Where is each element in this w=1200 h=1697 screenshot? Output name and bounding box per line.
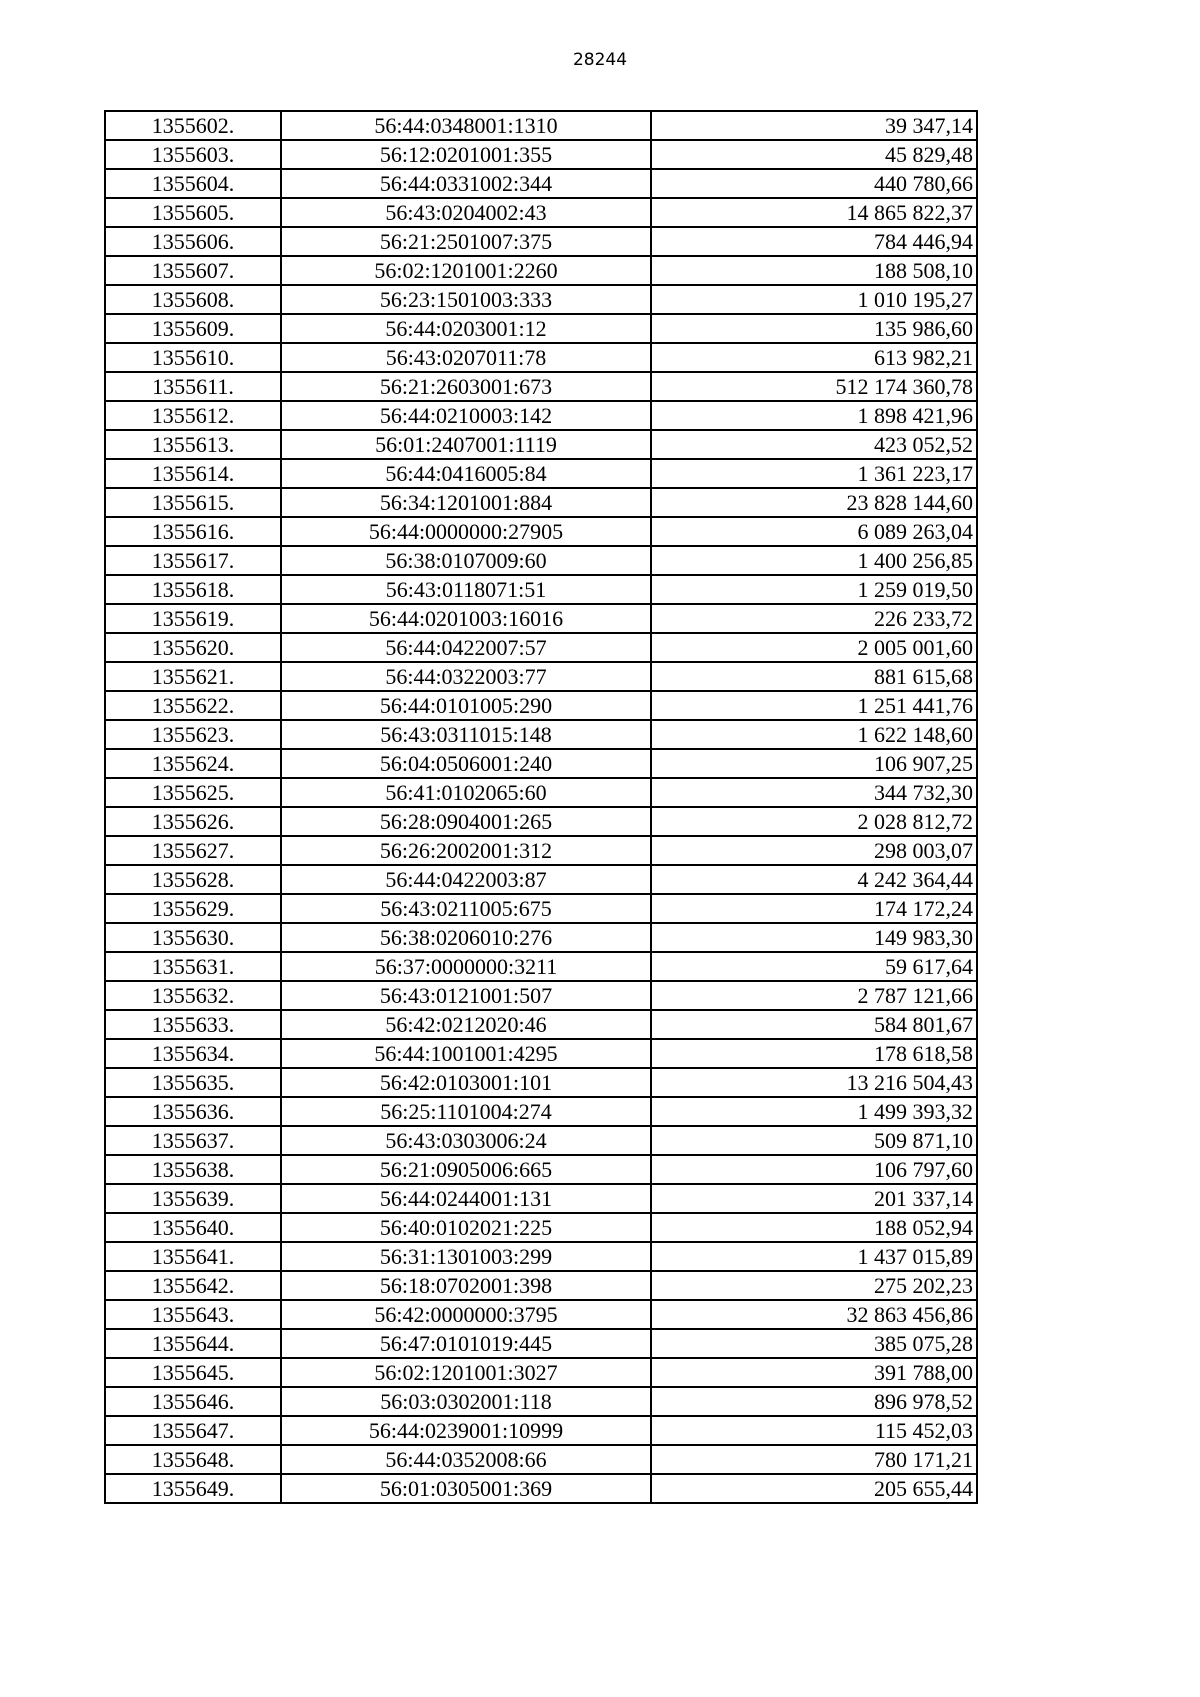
cadastral-number-cell: 56:21:2501007:375: [281, 227, 651, 256]
amount-cell: 784 446,94: [651, 227, 977, 256]
cadastral-number-cell: 56:44:0210003:142: [281, 401, 651, 430]
row-number-cell: 1355648.: [105, 1445, 281, 1474]
row-number-cell: 1355626.: [105, 807, 281, 836]
table-row: [105, 749, 977, 778]
amount-cell: 423 052,52: [651, 430, 977, 459]
row-number-cell: 1355614.: [105, 459, 281, 488]
table-row: [105, 517, 977, 546]
cadastral-number-cell: 56:01:0305001:369: [281, 1474, 651, 1503]
cadastral-number-cell: 56:02:1201001:3027: [281, 1358, 651, 1387]
amount-cell: 6 089 263,04: [651, 517, 977, 546]
table-row: [105, 807, 977, 836]
row-number-cell: 1355638.: [105, 1155, 281, 1184]
table-row: [105, 1445, 977, 1474]
amount-cell: 14 865 822,37: [651, 198, 977, 227]
amount-cell: 106 797,60: [651, 1155, 977, 1184]
table-row: [105, 1184, 977, 1213]
amount-cell: 298 003,07: [651, 836, 977, 865]
table-row: [105, 343, 977, 372]
cadastral-number-cell: 56:23:1501003:333: [281, 285, 651, 314]
row-number-cell: 1355646.: [105, 1387, 281, 1416]
amount-cell: 440 780,66: [651, 169, 977, 198]
cadastral-number-cell: 56:44:0322003:77: [281, 662, 651, 691]
row-number-cell: 1355633.: [105, 1010, 281, 1039]
registry-table: [104, 110, 978, 1504]
cadastral-number-cell: 56:44:0348001:1310: [281, 111, 651, 140]
table-row: [105, 720, 977, 749]
table-row: [105, 865, 977, 894]
row-number-cell: 1355616.: [105, 517, 281, 546]
table-row: [105, 1097, 977, 1126]
cadastral-number-cell: 56:41:0102065:60: [281, 778, 651, 807]
cadastral-number-cell: 56:25:1101004:274: [281, 1097, 651, 1126]
amount-cell: 178 618,58: [651, 1039, 977, 1068]
cadastral-number-cell: 56:03:0302001:118: [281, 1387, 651, 1416]
cadastral-number-cell: 56:42:0212020:46: [281, 1010, 651, 1039]
amount-cell: 1 010 195,27: [651, 285, 977, 314]
table-row: [105, 1010, 977, 1039]
table-row: [105, 1068, 977, 1097]
cadastral-number-cell: 56:31:1301003:299: [281, 1242, 651, 1271]
amount-cell: 4 242 364,44: [651, 865, 977, 894]
amount-cell: 59 617,64: [651, 952, 977, 981]
row-number-cell: 1355632.: [105, 981, 281, 1010]
table-row: [105, 691, 977, 720]
table-row: [105, 256, 977, 285]
row-number-cell: 1355639.: [105, 1184, 281, 1213]
table-row: [105, 1329, 977, 1358]
cadastral-number-cell: 56:04:0506001:240: [281, 749, 651, 778]
row-number-cell: 1355628.: [105, 865, 281, 894]
table-row: [105, 981, 977, 1010]
amount-cell: 205 655,44: [651, 1474, 977, 1503]
table-row: [105, 633, 977, 662]
amount-cell: 1 898 421,96: [651, 401, 977, 430]
page-number: 28244: [572, 50, 628, 70]
amount-cell: 2 028 812,72: [651, 807, 977, 836]
cadastral-number-cell: 56:44:0244001:131: [281, 1184, 651, 1213]
row-number-cell: 1355635.: [105, 1068, 281, 1097]
cadastral-number-cell: 56:43:0204002:43: [281, 198, 651, 227]
cadastral-number-cell: 56:42:0000000:3795: [281, 1300, 651, 1329]
table-row: [105, 604, 977, 633]
amount-cell: 584 801,67: [651, 1010, 977, 1039]
cadastral-number-cell: 56:21:2603001:673: [281, 372, 651, 401]
table-row: [105, 1155, 977, 1184]
table-row: [105, 140, 977, 169]
cadastral-number-cell: 56:43:0303006:24: [281, 1126, 651, 1155]
amount-cell: 896 978,52: [651, 1387, 977, 1416]
cadastral-number-cell: 56:47:0101019:445: [281, 1329, 651, 1358]
row-number-cell: 1355605.: [105, 198, 281, 227]
amount-cell: 275 202,23: [651, 1271, 977, 1300]
cadastral-number-cell: 56:12:0201001:355: [281, 140, 651, 169]
amount-cell: 188 052,94: [651, 1213, 977, 1242]
row-number-cell: 1355615.: [105, 488, 281, 517]
amount-cell: 149 983,30: [651, 923, 977, 952]
row-number-cell: 1355621.: [105, 662, 281, 691]
row-number-cell: 1355642.: [105, 1271, 281, 1300]
amount-cell: 1 499 393,32: [651, 1097, 977, 1126]
cadastral-number-cell: 56:44:0331002:344: [281, 169, 651, 198]
amount-cell: 1 251 441,76: [651, 691, 977, 720]
row-number-cell: 1355618.: [105, 575, 281, 604]
cadastral-number-cell: 56:44:0422003:87: [281, 865, 651, 894]
amount-cell: 188 508,10: [651, 256, 977, 285]
table-row: [105, 1300, 977, 1329]
row-number-cell: 1355630.: [105, 923, 281, 952]
table-row: [105, 227, 977, 256]
cadastral-number-cell: 56:44:0239001:10999: [281, 1416, 651, 1445]
table-row: [105, 662, 977, 691]
row-number-cell: 1355629.: [105, 894, 281, 923]
row-number-cell: 1355617.: [105, 546, 281, 575]
row-number-cell: 1355640.: [105, 1213, 281, 1242]
row-number-cell: 1355622.: [105, 691, 281, 720]
amount-cell: 13 216 504,43: [651, 1068, 977, 1097]
row-number-cell: 1355619.: [105, 604, 281, 633]
row-number-cell: 1355625.: [105, 778, 281, 807]
row-number-cell: 1355620.: [105, 633, 281, 662]
amount-cell: 23 828 144,60: [651, 488, 977, 517]
table-row: [105, 314, 977, 343]
cadastral-number-cell: 56:44:0352008:66: [281, 1445, 651, 1474]
amount-cell: 174 172,24: [651, 894, 977, 923]
cadastral-number-cell: 56:38:0107009:60: [281, 546, 651, 575]
row-number-cell: 1355623.: [105, 720, 281, 749]
table-row: [105, 1416, 977, 1445]
row-number-cell: 1355649.: [105, 1474, 281, 1503]
row-number-cell: 1355631.: [105, 952, 281, 981]
registry-table-body: [105, 111, 977, 1503]
amount-cell: 1 400 256,85: [651, 546, 977, 575]
table-row: [105, 1474, 977, 1503]
amount-cell: 881 615,68: [651, 662, 977, 691]
row-number-cell: 1355627.: [105, 836, 281, 865]
cadastral-number-cell: 56:26:2002001:312: [281, 836, 651, 865]
cadastral-number-cell: 56:42:0103001:101: [281, 1068, 651, 1097]
cadastral-number-cell: 56:38:0206010:276: [281, 923, 651, 952]
cadastral-number-cell: 56:44:0000000:27905: [281, 517, 651, 546]
table-row: [105, 546, 977, 575]
cadastral-number-cell: 56:43:0118071:51: [281, 575, 651, 604]
row-number-cell: 1355602.: [105, 111, 281, 140]
row-number-cell: 1355645.: [105, 1358, 281, 1387]
table-row: [105, 198, 977, 227]
row-number-cell: 1355603.: [105, 140, 281, 169]
row-number-cell: 1355607.: [105, 256, 281, 285]
table-row: [105, 285, 977, 314]
amount-cell: 613 982,21: [651, 343, 977, 372]
table-row: [105, 1387, 977, 1416]
amount-cell: 1 437 015,89: [651, 1242, 977, 1271]
table-row: [105, 778, 977, 807]
row-number-cell: 1355634.: [105, 1039, 281, 1068]
cadastral-number-cell: 56:28:0904001:265: [281, 807, 651, 836]
table-row: [105, 169, 977, 198]
cadastral-number-cell: 56:18:0702001:398: [281, 1271, 651, 1300]
cadastral-number-cell: 56:02:1201001:2260: [281, 256, 651, 285]
table-row: [105, 430, 977, 459]
table-row: [105, 459, 977, 488]
amount-cell: 385 075,28: [651, 1329, 977, 1358]
cadastral-number-cell: 56:44:1001001:4295: [281, 1039, 651, 1068]
cadastral-number-cell: 56:44:0101005:290: [281, 691, 651, 720]
table-row: [105, 836, 977, 865]
table-row: [105, 923, 977, 952]
row-number-cell: 1355637.: [105, 1126, 281, 1155]
amount-cell: 135 986,60: [651, 314, 977, 343]
table-row: [105, 1242, 977, 1271]
table-row: [105, 1039, 977, 1068]
cadastral-number-cell: 56:01:2407001:1119: [281, 430, 651, 459]
amount-cell: 32 863 456,86: [651, 1300, 977, 1329]
table-row: [105, 372, 977, 401]
amount-cell: 780 171,21: [651, 1445, 977, 1474]
row-number-cell: 1355608.: [105, 285, 281, 314]
amount-cell: 509 871,10: [651, 1126, 977, 1155]
cadastral-number-cell: 56:44:0422007:57: [281, 633, 651, 662]
cadastral-number-cell: 56:21:0905006:665: [281, 1155, 651, 1184]
row-number-cell: 1355604.: [105, 169, 281, 198]
row-number-cell: 1355641.: [105, 1242, 281, 1271]
row-number-cell: 1355611.: [105, 372, 281, 401]
table-row: [105, 1126, 977, 1155]
table-row: [105, 1271, 977, 1300]
cadastral-number-cell: 56:34:1201001:884: [281, 488, 651, 517]
row-number-cell: 1355647.: [105, 1416, 281, 1445]
cadastral-number-cell: 56:40:0102021:225: [281, 1213, 651, 1242]
cadastral-number-cell: 56:44:0201003:16016: [281, 604, 651, 633]
table-row: [105, 1358, 977, 1387]
row-number-cell: 1355610.: [105, 343, 281, 372]
table-row: [105, 575, 977, 604]
cadastral-number-cell: 56:44:0416005:84: [281, 459, 651, 488]
amount-cell: 2 005 001,60: [651, 633, 977, 662]
row-number-cell: 1355636.: [105, 1097, 281, 1126]
amount-cell: 2 787 121,66: [651, 981, 977, 1010]
row-number-cell: 1355606.: [105, 227, 281, 256]
amount-cell: 391 788,00: [651, 1358, 977, 1387]
row-number-cell: 1355612.: [105, 401, 281, 430]
amount-cell: 1 361 223,17: [651, 459, 977, 488]
row-number-cell: 1355643.: [105, 1300, 281, 1329]
table-row: [105, 111, 977, 140]
cadastral-number-cell: 56:43:0311015:148: [281, 720, 651, 749]
amount-cell: 512 174 360,78: [651, 372, 977, 401]
row-number-cell: 1355624.: [105, 749, 281, 778]
row-number-cell: 1355609.: [105, 314, 281, 343]
table-row: [105, 488, 977, 517]
amount-cell: 201 337,14: [651, 1184, 977, 1213]
cadastral-number-cell: 56:37:0000000:3211: [281, 952, 651, 981]
amount-cell: 1 622 148,60: [651, 720, 977, 749]
table-row: [105, 401, 977, 430]
amount-cell: 226 233,72: [651, 604, 977, 633]
row-number-cell: 1355613.: [105, 430, 281, 459]
amount-cell: 1 259 019,50: [651, 575, 977, 604]
row-number-cell: 1355644.: [105, 1329, 281, 1358]
amount-cell: 45 829,48: [651, 140, 977, 169]
amount-cell: 344 732,30: [651, 778, 977, 807]
cadastral-number-cell: 56:43:0207011:78: [281, 343, 651, 372]
table-row: [105, 1213, 977, 1242]
amount-cell: 115 452,03: [651, 1416, 977, 1445]
cadastral-number-cell: 56:43:0121001:507: [281, 981, 651, 1010]
table-row: [105, 952, 977, 981]
amount-cell: 106 907,25: [651, 749, 977, 778]
cadastral-number-cell: 56:44:0203001:12: [281, 314, 651, 343]
cadastral-number-cell: 56:43:0211005:675: [281, 894, 651, 923]
amount-cell: 39 347,14: [651, 111, 977, 140]
table-row: [105, 894, 977, 923]
